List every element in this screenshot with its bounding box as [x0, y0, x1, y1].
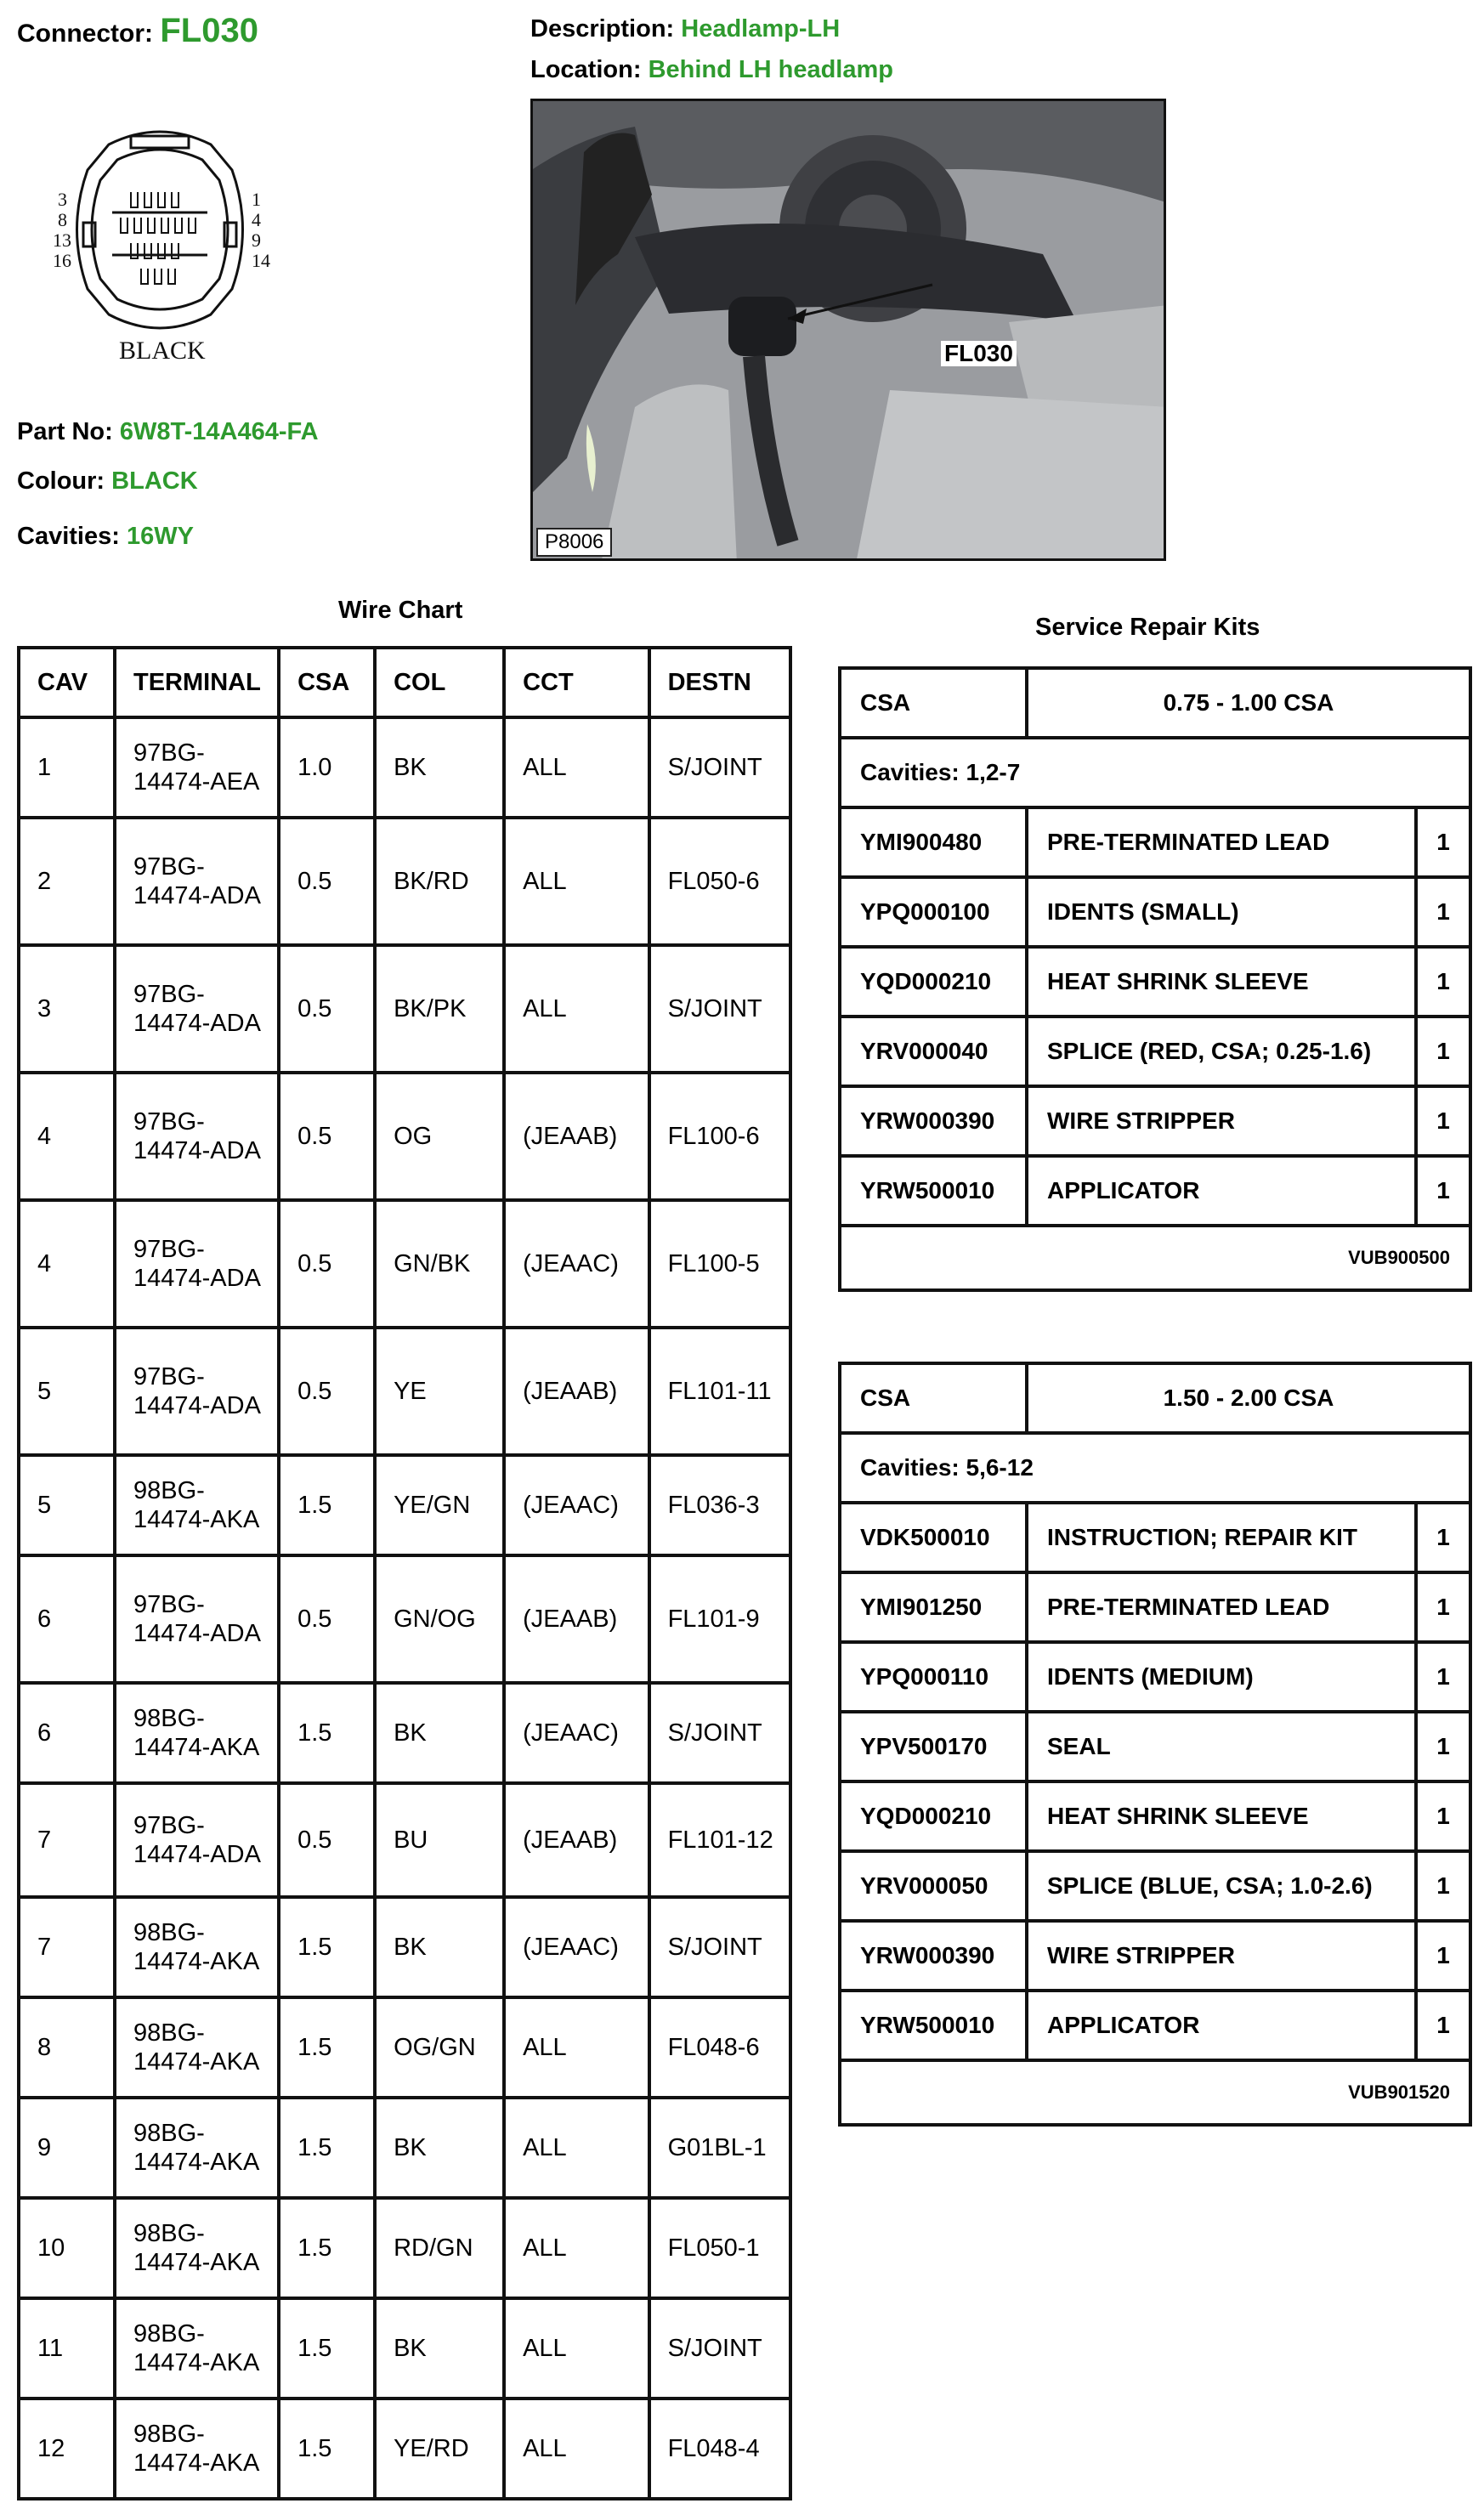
kit-item-description: HEAT SHRINK SLEEVE — [1025, 949, 1414, 1018]
kit-item-code: YPQ000110 — [841, 1644, 1025, 1713]
cell-destn: S/JOINT — [649, 1897, 790, 1997]
colour-label: Colour: — [17, 467, 105, 495]
connector-value: FL030 — [160, 12, 258, 49]
cell-cct: ALL — [504, 717, 649, 818]
kit-csa-row — [841, 1365, 1469, 1435]
cell-col: YE/RD — [375, 2399, 504, 2499]
cell-cav: 5 — [19, 1455, 115, 1555]
cell-col: BU — [375, 1783, 504, 1897]
kit-item-row — [841, 1713, 1469, 1783]
cell-col: BK — [375, 2098, 504, 2198]
cell-cct: (JEAAC) — [504, 1897, 649, 1997]
kit-item-row — [841, 809, 1469, 879]
connector-face-diagram — [49, 119, 270, 382]
pin-label-14: 14 — [252, 250, 270, 271]
kit-item-description: WIRE STRIPPER — [1025, 1923, 1414, 1992]
cell-cct: (JEAAC) — [504, 1200, 649, 1328]
cell-cav: 6 — [19, 1555, 115, 1683]
table-row — [19, 1683, 790, 1783]
table-row — [19, 2198, 790, 2298]
cell-destn: S/JOINT — [649, 717, 790, 818]
kit-code-row — [841, 1227, 1469, 1288]
cell-csa: 0.5 — [279, 945, 375, 1073]
kit-item-quantity: 1 — [1414, 1088, 1469, 1158]
kit-item-row — [841, 1158, 1469, 1227]
cell-csa: 1.5 — [279, 2098, 375, 2198]
table-row — [19, 1200, 790, 1328]
pin-cavity-shape — [158, 192, 165, 207]
table-row — [19, 2298, 790, 2399]
kit-item-code: YRW500010 — [841, 1158, 1025, 1227]
kit-item-quantity: 1 — [1414, 1504, 1469, 1574]
kit-item-description: SPLICE (BLUE, CSA; 1.0-2.6) — [1025, 1853, 1414, 1923]
kit-code-row — [841, 2062, 1469, 2123]
cell-destn: FL048-6 — [649, 1997, 790, 2098]
cell-col: GN/BK — [375, 1200, 504, 1328]
cell-cav: 11 — [19, 2298, 115, 2399]
cell-csa: 1.5 — [279, 1455, 375, 1555]
cell-terminal: 98BG-14474-AKA — [115, 1683, 279, 1783]
kit-item-code: YPQ000100 — [841, 879, 1025, 949]
kit-item-row — [841, 1644, 1469, 1713]
cell-destn: FL101-11 — [649, 1328, 790, 1455]
kit-item-row — [841, 1504, 1469, 1574]
cell-csa: 1.5 — [279, 2198, 375, 2298]
cell-terminal: 97BG-14474-ADA — [115, 945, 279, 1073]
cell-terminal: 97BG-14474-ADA — [115, 1200, 279, 1328]
cell-cct: (JEAAB) — [504, 1328, 649, 1455]
kit-item-quantity: 1 — [1414, 1158, 1469, 1227]
repair-kit-table-1 — [838, 666, 1472, 1292]
cell-csa: 0.5 — [279, 1073, 375, 1200]
kit-cavities: Cavities: 1,2-7 — [841, 739, 1469, 809]
kit-item-row — [841, 1574, 1469, 1644]
cell-destn: FL100-6 — [649, 1073, 790, 1200]
kit-item-code: VDK500010 — [841, 1504, 1025, 1574]
header-terminal: TERMINAL — [115, 648, 279, 717]
cell-terminal: 98BG-14474-AKA — [115, 1897, 279, 1997]
pin-label-1: 1 — [252, 189, 261, 210]
cell-destn: FL101-9 — [649, 1555, 790, 1683]
cell-csa: 0.5 — [279, 1555, 375, 1683]
cell-col: BK — [375, 717, 504, 818]
cell-col: OG/GN — [375, 1997, 504, 2098]
cell-col: RD/GN — [375, 2198, 504, 2298]
kit-item-quantity: 1 — [1414, 949, 1469, 1018]
kit-item-row — [841, 949, 1469, 1018]
cell-destn: FL036-3 — [649, 1455, 790, 1555]
pin-label-13: 13 — [53, 229, 71, 251]
cell-col: GN/OG — [375, 1555, 504, 1683]
cell-destn: S/JOINT — [649, 1683, 790, 1783]
cell-destn: FL100-5 — [649, 1200, 790, 1328]
pin-cavity-shape — [189, 218, 195, 233]
kit-cavities: Cavities: 5,6-12 — [841, 1435, 1469, 1504]
cell-csa: 0.5 — [279, 1783, 375, 1897]
kit-code: VUB901520 — [1348, 2081, 1450, 2103]
kit-item-code: YRW500010 — [841, 1992, 1025, 2062]
kit-item-code: YRW000390 — [841, 1923, 1025, 1992]
cell-csa: 1.5 — [279, 2298, 375, 2399]
pin-label-3: 3 — [58, 189, 67, 210]
kit-item-description: INSTRUCTION; REPAIR KIT — [1025, 1504, 1414, 1574]
header-cct: CCT — [504, 648, 649, 717]
header-csa: CSA — [279, 648, 375, 717]
cell-destn: S/JOINT — [649, 945, 790, 1073]
table-row — [19, 717, 790, 818]
photo-callout-label: FL030 — [941, 341, 1017, 366]
table-row — [19, 2399, 790, 2499]
cell-destn: FL048-4 — [649, 2399, 790, 2499]
kit-item-row — [841, 1018, 1469, 1088]
photo-illustration — [533, 101, 1166, 561]
cell-cav: 3 — [19, 945, 115, 1073]
cell-cav: 7 — [19, 1783, 115, 1897]
kit-item-row — [841, 1992, 1469, 2062]
table-row — [19, 1997, 790, 2098]
cavities-label: Cavities: — [17, 523, 120, 550]
cell-destn: FL101-12 — [649, 1783, 790, 1897]
kit-csa-label: CSA — [841, 1365, 1025, 1435]
cell-col: YE/GN — [375, 1455, 504, 1555]
pin-label-8: 8 — [58, 209, 67, 230]
cell-csa: 1.5 — [279, 1897, 375, 1997]
pin-cavity-shape — [134, 218, 141, 233]
kit-item-description: APPLICATOR — [1025, 1158, 1414, 1227]
connector-line — [17, 12, 258, 50]
pin-cavity-shape — [141, 269, 148, 284]
cell-destn: FL050-6 — [649, 818, 790, 945]
kit-csa-label: CSA — [841, 670, 1025, 739]
kit-item-description: IDENTS (SMALL) — [1025, 879, 1414, 949]
header-destn: DESTN — [649, 648, 790, 717]
table-row — [19, 1897, 790, 1997]
cell-terminal: 97BG-14474-ADA — [115, 1783, 279, 1897]
cell-destn: S/JOINT — [649, 2298, 790, 2399]
cell-terminal: 98BG-14474-AKA — [115, 2399, 279, 2499]
cell-col: OG — [375, 1073, 504, 1200]
kit-item-description: IDENTS (MEDIUM) — [1025, 1644, 1414, 1713]
cell-csa: 0.5 — [279, 818, 375, 945]
cell-csa: 1.5 — [279, 1997, 375, 2098]
kit-item-description: APPLICATOR — [1025, 1992, 1414, 2062]
kit-code: VUB900500 — [1348, 1247, 1450, 1268]
table-row — [19, 818, 790, 945]
pin-cavity-shape — [155, 269, 161, 284]
kit-cavities-row — [841, 739, 1469, 809]
header-cav: CAV — [19, 648, 115, 717]
photo-code-label: P8006 — [536, 528, 612, 557]
cell-cav: 10 — [19, 2198, 115, 2298]
cavities-value: 16WY — [126, 523, 194, 550]
pin-label-16: 16 — [53, 250, 71, 271]
location-line — [530, 56, 893, 84]
cell-cav: 12 — [19, 2399, 115, 2499]
cell-cct: ALL — [504, 818, 649, 945]
kit-cavities-row — [841, 1435, 1469, 1504]
cell-terminal: 98BG-14474-AKA — [115, 2298, 279, 2399]
kit-item-description: PRE-TERMINATED LEAD — [1025, 1574, 1414, 1644]
pin-cavity-shape — [148, 218, 155, 233]
cell-cct: (JEAAB) — [504, 1073, 649, 1200]
kit-item-quantity: 1 — [1414, 1574, 1469, 1644]
kit-item-code: YRV000040 — [841, 1018, 1025, 1088]
location-photo — [530, 99, 1166, 561]
kit-item-code: YRV000050 — [841, 1853, 1025, 1923]
kit-item-quantity: 1 — [1414, 1783, 1469, 1853]
cell-csa: 0.5 — [279, 1328, 375, 1455]
pin-cavity-shape — [168, 269, 175, 284]
table-row — [19, 1328, 790, 1455]
cell-terminal: 97BG-14474-ADA — [115, 1328, 279, 1455]
cavities-line — [17, 523, 194, 551]
cell-cav: 8 — [19, 1997, 115, 2098]
pin-cavity-shape — [175, 218, 182, 233]
kit-item-row — [841, 1088, 1469, 1158]
wire-chart-header-row — [19, 648, 790, 717]
cell-cav: 9 — [19, 2098, 115, 2198]
pin-label-4: 4 — [252, 209, 261, 230]
cell-col: BK/RD — [375, 818, 504, 945]
pin-cavity-shape — [172, 192, 178, 207]
cell-col: BK — [375, 2298, 504, 2399]
service-repair-kits-title: Service Repair Kits — [1035, 614, 1260, 641]
cell-terminal: 97BG-14474-ADA — [115, 1073, 279, 1200]
kit-item-description: HEAT SHRINK SLEEVE — [1025, 1783, 1414, 1853]
kit-csa-range: 0.75 - 1.00 CSA — [1025, 670, 1469, 739]
kit-item-description: PRE-TERMINATED LEAD — [1025, 809, 1414, 879]
kit-item-code: YQD000210 — [841, 1783, 1025, 1853]
colour-line — [17, 467, 198, 496]
part-value: 6W8T-14A464-FA — [119, 418, 319, 445]
kit-item-row — [841, 1923, 1469, 1992]
table-row — [19, 1555, 790, 1683]
kit-item-code: YPV500170 — [841, 1713, 1025, 1783]
kit-csa-row — [841, 670, 1469, 739]
cell-csa: 1.5 — [279, 1683, 375, 1783]
cell-destn: FL050-1 — [649, 2198, 790, 2298]
cell-cav: 1 — [19, 717, 115, 818]
cell-cct: ALL — [504, 2298, 649, 2399]
pin-cavity-shape — [131, 192, 138, 207]
cell-terminal: 97BG-14474-ADA — [115, 818, 279, 945]
cell-cav: 6 — [19, 1683, 115, 1783]
cell-col: YE — [375, 1328, 504, 1455]
cell-cct: ALL — [504, 2198, 649, 2298]
pin-cavity-shape — [161, 218, 168, 233]
cell-col: BK/PK — [375, 945, 504, 1073]
cell-terminal: 98BG-14474-AKA — [115, 2198, 279, 2298]
kit-item-description: SPLICE (RED, CSA; 0.25-1.6) — [1025, 1018, 1414, 1088]
kit-item-code: YQD000210 — [841, 949, 1025, 1018]
connector-colour-text: BLACK — [119, 337, 206, 365]
location-label: Location: — [530, 56, 642, 83]
cell-cct: (JEAAC) — [504, 1455, 649, 1555]
description-line — [530, 15, 840, 43]
kit-item-quantity: 1 — [1414, 1713, 1469, 1783]
cell-cct: ALL — [504, 2399, 649, 2499]
cell-cav: 7 — [19, 1897, 115, 1997]
cell-csa: 1.5 — [279, 2399, 375, 2499]
table-row — [19, 1073, 790, 1200]
cell-cct: ALL — [504, 2098, 649, 2198]
kit-item-quantity: 1 — [1414, 809, 1469, 879]
kit-item-description: SEAL — [1025, 1713, 1414, 1783]
cell-cct: ALL — [504, 945, 649, 1073]
kit-item-row — [841, 879, 1469, 949]
pin-cavity-shape — [144, 192, 151, 207]
description-label: Description: — [530, 15, 675, 42]
description-value: Headlamp-LH — [681, 15, 841, 42]
cell-terminal: 98BG-14474-AKA — [115, 2098, 279, 2198]
cell-cav: 4 — [19, 1200, 115, 1328]
cell-cct: (JEAAB) — [504, 1555, 649, 1683]
cell-cct: ALL — [504, 1997, 649, 2098]
pin-label-9: 9 — [252, 229, 261, 251]
cell-terminal: 98BG-14474-AKA — [115, 1997, 279, 2098]
cell-terminal: 97BG-14474-ADA — [115, 1555, 279, 1683]
kit-item-quantity: 1 — [1414, 1018, 1469, 1088]
table-row — [19, 1455, 790, 1555]
kit-item-quantity: 1 — [1414, 1644, 1469, 1713]
wire-chart-title: Wire Chart — [338, 597, 463, 624]
pin-cavity-shape — [121, 218, 127, 233]
kit-item-code: YMI900480 — [841, 809, 1025, 879]
cell-cct: (JEAAC) — [504, 1683, 649, 1783]
kit-csa-range: 1.50 - 2.00 CSA — [1025, 1365, 1469, 1435]
cell-cav: 2 — [19, 818, 115, 945]
cell-destn: G01BL-1 — [649, 2098, 790, 2198]
kit-item-quantity: 1 — [1414, 1853, 1469, 1923]
kit-item-quantity: 1 — [1414, 879, 1469, 949]
table-row — [19, 1783, 790, 1897]
cell-terminal: 98BG-14474-AKA — [115, 1455, 279, 1555]
part-label: Part No: — [17, 418, 113, 445]
header-col: COL — [375, 648, 504, 717]
kit-item-row — [841, 1783, 1469, 1853]
cell-csa: 0.5 — [279, 1200, 375, 1328]
kit-item-description: WIRE STRIPPER — [1025, 1088, 1414, 1158]
table-row — [19, 945, 790, 1073]
cell-col: BK — [375, 1897, 504, 1997]
cell-col: BK — [375, 1683, 504, 1783]
cell-csa: 1.0 — [279, 717, 375, 818]
table-row — [19, 2098, 790, 2198]
kit-item-code: YRW000390 — [841, 1088, 1025, 1158]
cell-cav: 5 — [19, 1328, 115, 1455]
wire-chart-table — [17, 646, 792, 2501]
kit-item-quantity: 1 — [1414, 1923, 1469, 1992]
kit-item-quantity: 1 — [1414, 1992, 1469, 2062]
repair-kit-table-2 — [838, 1362, 1472, 2127]
cell-terminal: 97BG-14474-AEA — [115, 717, 279, 818]
location-value: Behind LH headlamp — [648, 56, 893, 83]
kit-item-row — [841, 1853, 1469, 1923]
part-number-line — [17, 418, 319, 446]
colour-value: BLACK — [111, 467, 198, 495]
cell-cav: 4 — [19, 1073, 115, 1200]
kit-item-code: YMI901250 — [841, 1574, 1025, 1644]
connector-label: Connector: — [17, 20, 153, 48]
cell-cct: (JEAAB) — [504, 1783, 649, 1897]
